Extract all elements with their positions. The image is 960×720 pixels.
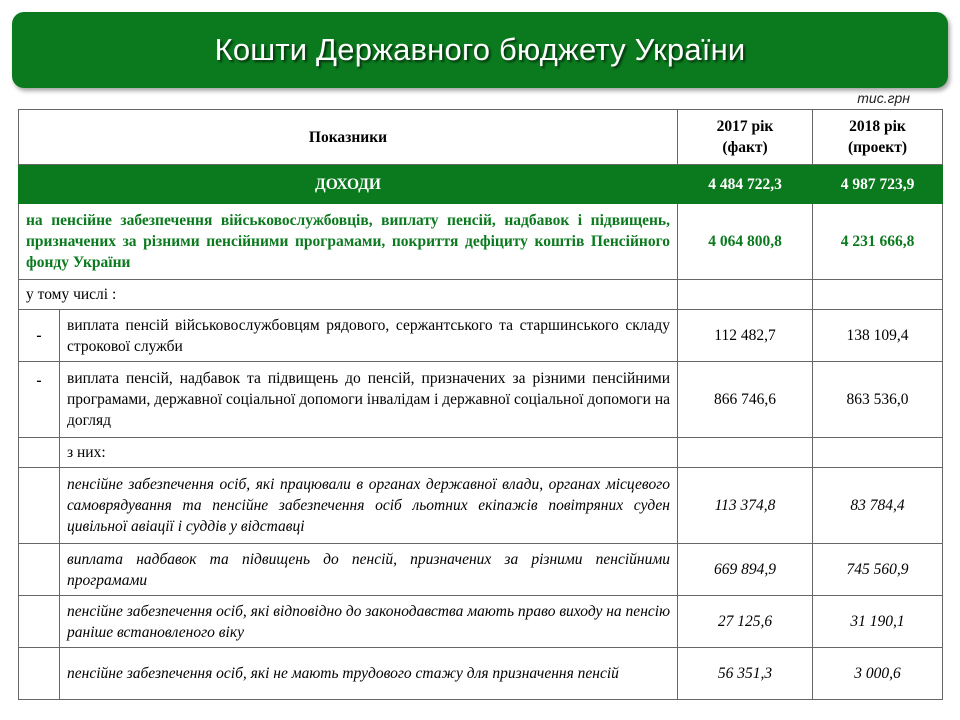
income-2018: 4 987 723,9	[813, 165, 943, 204]
income-label: ДОХОДИ	[19, 165, 678, 204]
detail-item-2018: 3 000,6	[813, 648, 943, 700]
of-which-2017-empty	[678, 438, 813, 468]
sub-item-label: виплата пенсій військовослужбовцям рядового, сержантського та старшинського складу строкової служби	[60, 310, 678, 362]
sub-item-marker: -	[19, 310, 60, 362]
sub-item-marker: -	[19, 362, 60, 438]
sub-item-2017: 112 482,7	[678, 310, 813, 362]
detail-item-label: пенсійне забезпечення осіб, які працювали в органах державної влади, органах місцевого самоврядування та пенсійне забезпечення осіб льотних екіпажів повітряних суден цивільної авіації і суддів у відставці	[60, 468, 678, 544]
detail-item-label: виплата надбавок та підвищень до пенсій, призначених за різними пенсійними програмами	[60, 544, 678, 596]
detail-item-2018: 745 560,9	[813, 544, 943, 596]
of-which-spacer	[19, 438, 60, 468]
detail-item-spacer	[19, 648, 60, 700]
sub-item-row	[19, 362, 943, 438]
detail-item-2017: 27 125,6	[678, 596, 813, 648]
of-which-2018-empty	[813, 438, 943, 468]
detail-item-row	[19, 648, 943, 700]
header-2018-status: (проект)	[847, 139, 908, 156]
including-row	[19, 280, 943, 310]
detail-item-spacer	[19, 544, 60, 596]
title-banner	[12, 12, 948, 88]
detail-item-2018: 83 784,4	[813, 468, 943, 544]
pension-total-row	[19, 204, 943, 280]
income-row	[19, 165, 943, 204]
detail-item-label: пенсійне забезпечення осіб, які відповідно до законодавства мають право виходу на пенсію раніше встановленого віку	[60, 596, 678, 648]
pension-total-label: на пенсійне забезпечення військовослужбовців, виплату пенсій, надбавок і підвищень, призначених за різними пенсійними програмами, покриття дефіциту коштів Пенсійного фонду України	[19, 204, 678, 280]
header-2018-year: 2018 рік	[849, 118, 906, 135]
header-indicators: Показники	[19, 110, 678, 165]
sub-item-2018: 138 109,4	[813, 310, 943, 362]
budget-table	[18, 109, 943, 700]
detail-item-row	[19, 468, 943, 544]
sub-item-2017: 866 746,6	[678, 362, 813, 438]
pension-total-2018: 4 231 666,8	[813, 204, 943, 280]
of-which-label: з них:	[60, 438, 678, 468]
including-label: у тому числі :	[19, 280, 678, 310]
detail-item-2017: 669 894,9	[678, 544, 813, 596]
including-2018-empty	[813, 280, 943, 310]
income-2017: 4 484 722,3	[678, 165, 813, 204]
including-2017-empty	[678, 280, 813, 310]
sub-item-label: виплата пенсій, надбавок та підвищень до пенсій, призначених за різними пенсійними програмами, державної соціальної допомоги інвалідам і державної соціальної допомоги на догляд	[60, 362, 678, 438]
detail-item-row	[19, 544, 943, 596]
sub-item-2018: 863 536,0	[813, 362, 943, 438]
detail-item-2017: 56 351,3	[678, 648, 813, 700]
detail-item-2018: 31 190,1	[813, 596, 943, 648]
detail-item-2017: 113 374,8	[678, 468, 813, 544]
header-2017-year: 2017 рік	[716, 118, 774, 135]
sub-item-row	[19, 310, 943, 362]
detail-item-spacer	[19, 468, 60, 544]
detail-item-spacer	[19, 596, 60, 648]
of-which-row	[19, 438, 943, 468]
header-2017-status: (факт)	[722, 139, 768, 156]
table-header-row	[19, 110, 943, 165]
unit-label: тис.грн	[857, 90, 910, 106]
detail-item-label: пенсійне забезпечення осіб, які не мають трудового стажу для призначення пенсій	[60, 648, 678, 700]
pension-total-2017: 4 064 800,8	[678, 204, 813, 280]
header-2017	[678, 110, 813, 165]
header-2018	[813, 110, 943, 165]
detail-item-row	[19, 596, 943, 648]
page-title: Кошти Державного бюджету України	[214, 32, 746, 67]
